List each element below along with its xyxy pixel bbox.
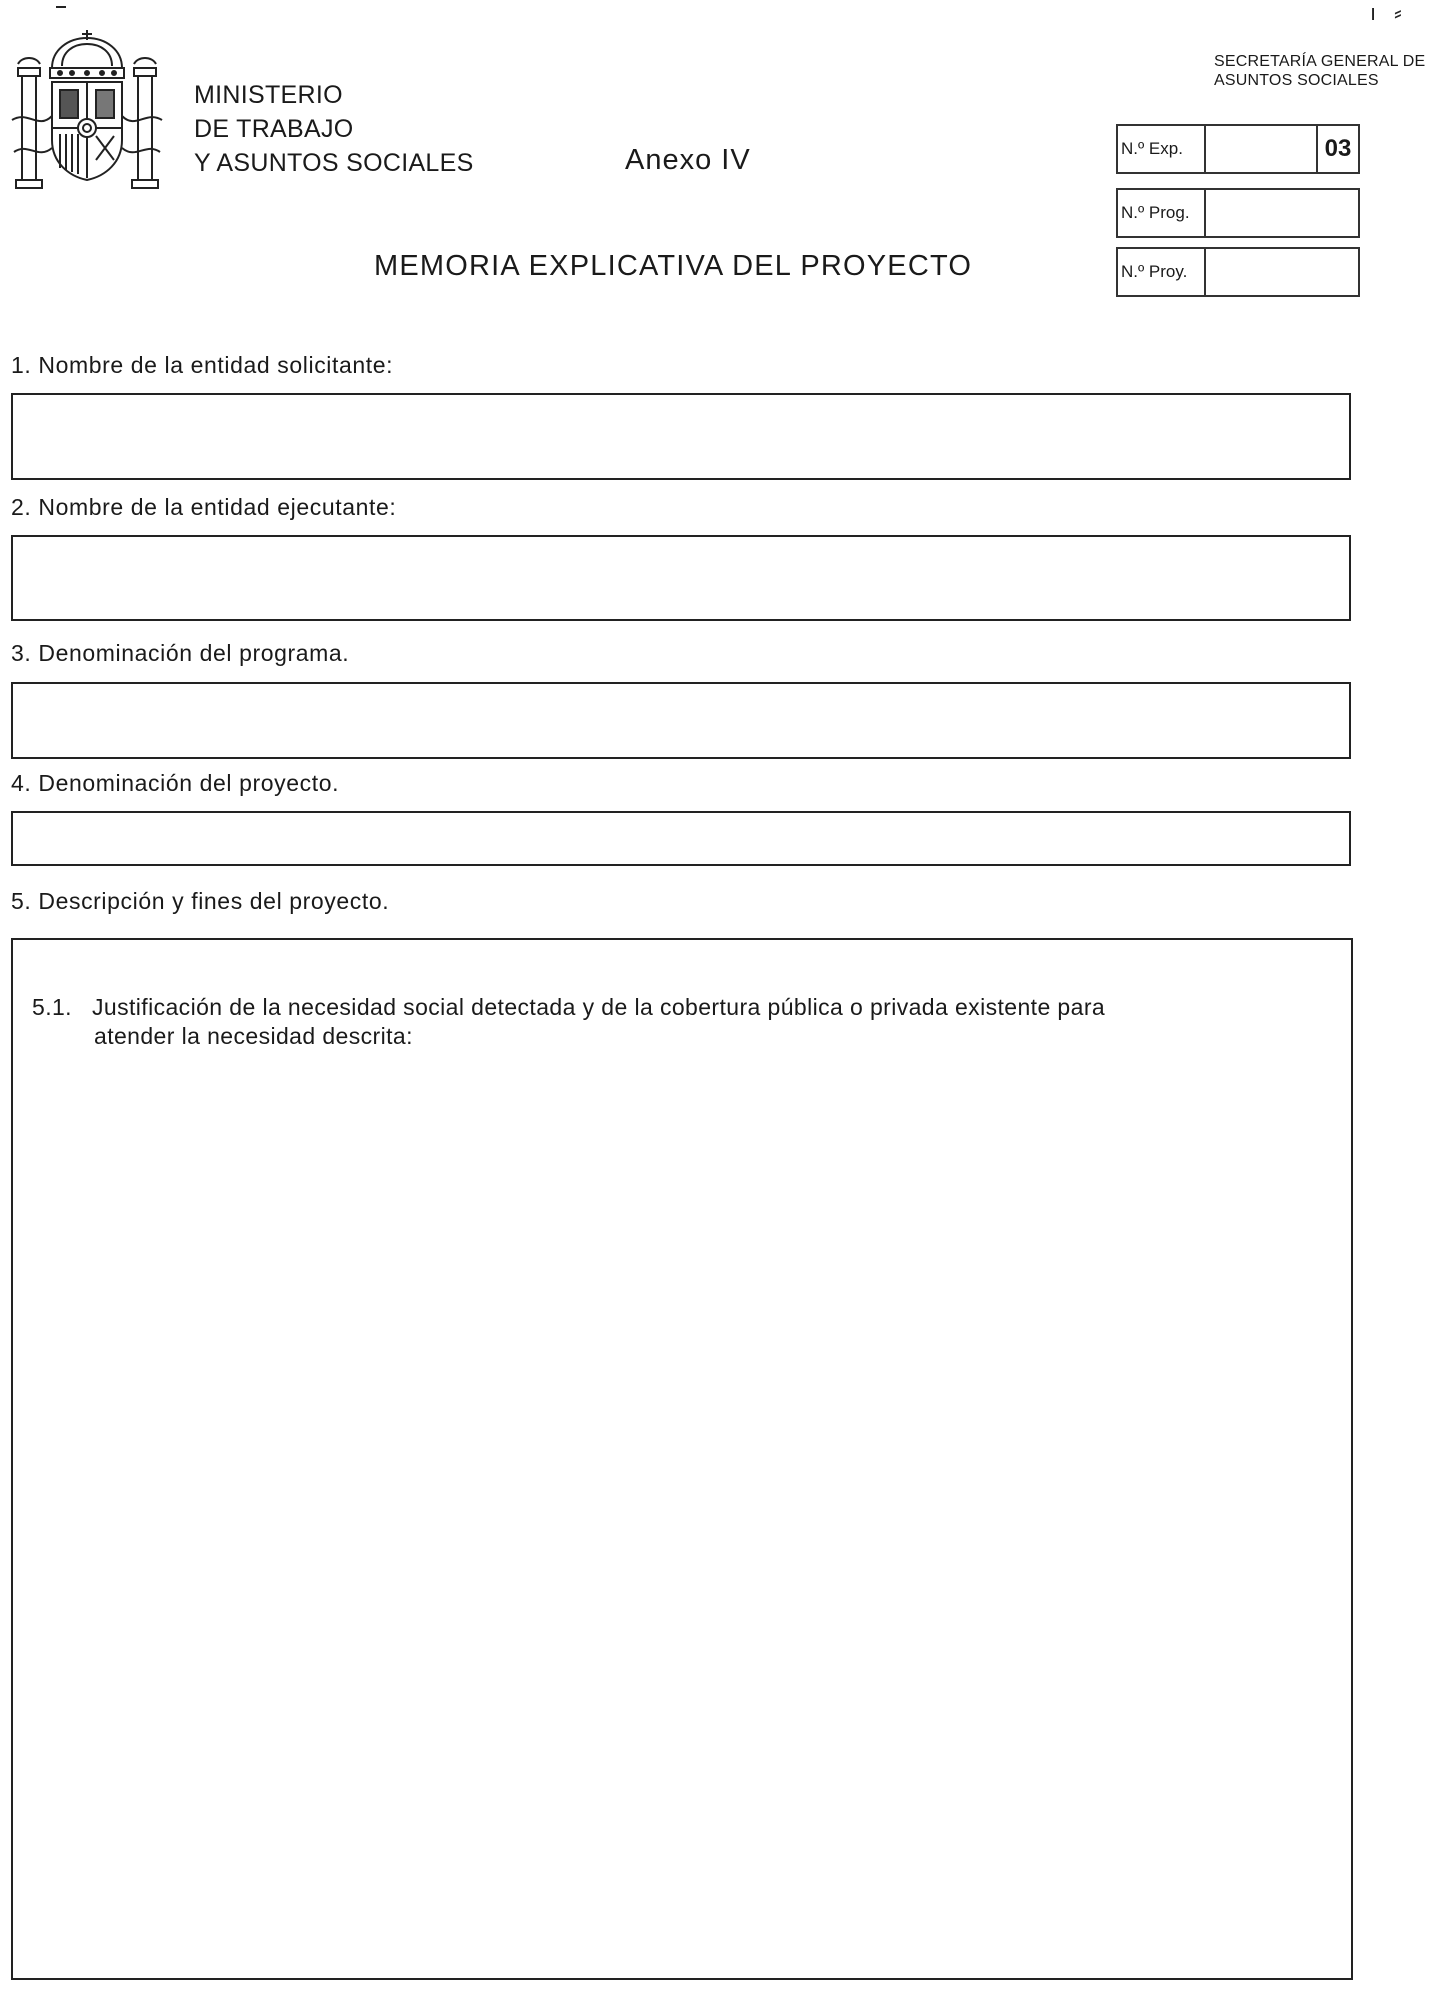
field-label-descripcion-fines: 5. Descripción y fines del proyecto. [11,888,390,914]
secretaria-heading [1214,52,1425,90]
section-5-1-number: 5.1. [32,994,72,1020]
exp-number-box [1116,124,1360,174]
ministry-line-1: MINISTERIO [194,81,343,109]
field-label-denominacion-proyecto: 4. Denominación del proyecto. [11,770,340,796]
entidad-solicitante-field[interactable] [11,393,1351,480]
ministry-name [194,78,474,180]
entidad-ejecutante-field[interactable] [11,535,1351,621]
field-label-entidad-ejecutante: 2. Nombre de la entidad ejecutante: [11,494,397,520]
secretaria-line-2: ASUNTOS SOCIALES [1214,72,1379,89]
prog-number-label: N.º Prog. [1118,190,1206,236]
page-title: MEMORIA EXPLICATIVA DEL PROYECTO [374,250,973,282]
field-label-entidad-solicitante: 1. Nombre de la entidad solicitante: [11,352,394,378]
prog-number-field[interactable] [1206,190,1358,236]
proy-number-label: N.º Proy. [1118,249,1206,295]
denominacion-proyecto-field[interactable] [11,811,1351,866]
descripcion-fines-field[interactable] [11,938,1353,1980]
exp-number-field[interactable] [1206,126,1316,172]
field-label-denominacion-programa: 3. Denominación del programa. [11,640,350,666]
exp-number-label: N.º Exp. [1118,126,1206,172]
section-5-1-line-1: Justificación de la necesidad social detectada y de la cobertura pública o privada existente para [92,994,1106,1020]
proy-number-box [1116,247,1360,297]
denominacion-programa-field[interactable] [11,682,1351,759]
prog-number-box [1116,188,1360,238]
proy-number-field[interactable] [1206,249,1358,295]
section-5-1-heading [32,993,1302,1051]
annex-title: Anexo IV [625,144,751,176]
coat-of-arms-icon [8,20,166,192]
ministry-line-3: Y ASUNTOS SOCIALES [194,149,474,177]
corner-mark: ı ⸗ [1370,0,1408,25]
exp-code: 03 [1316,126,1358,172]
tick-mark [56,6,66,8]
ministry-line-2: DE TRABAJO [194,115,354,143]
secretaria-line-1: SECRETARÍA GENERAL DE [1214,53,1426,70]
section-5-1-line-2: atender la necesidad descrita: [94,1023,413,1049]
